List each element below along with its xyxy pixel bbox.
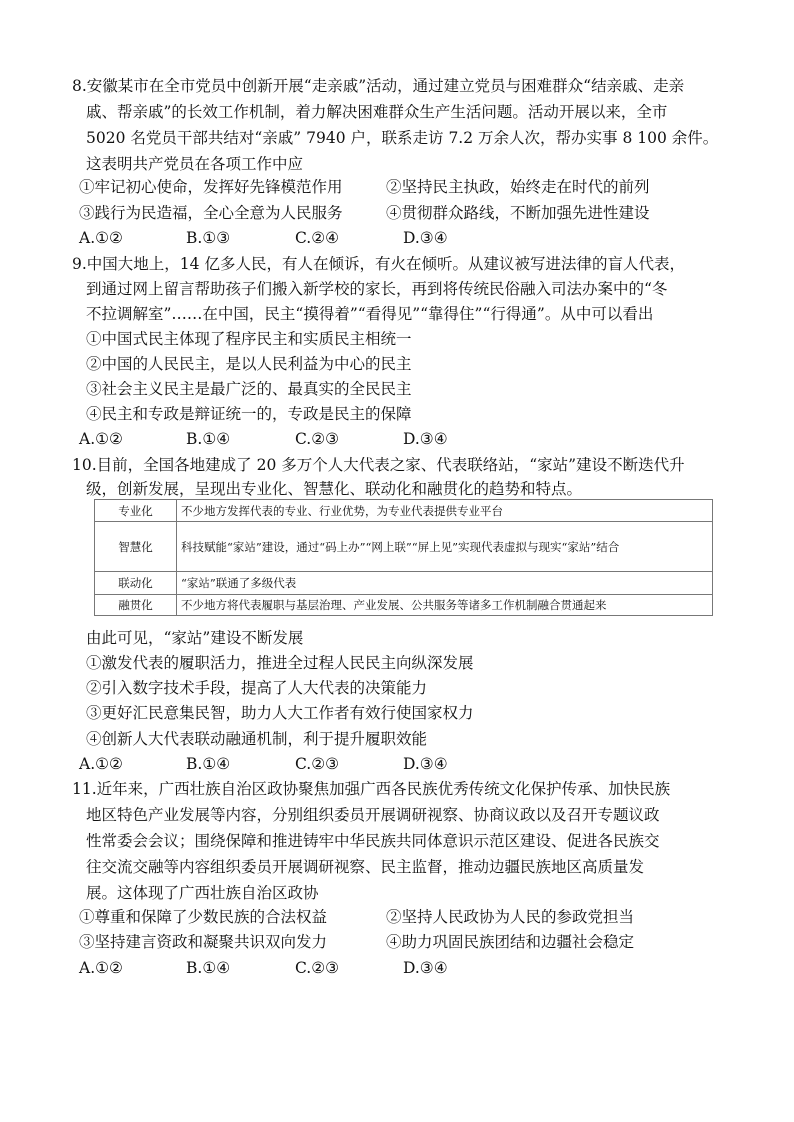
q11-line-5: 展。这体现了广西壮族自治区政协 xyxy=(86,884,319,902)
q8-line-3: 5020 名党员干部共结对“亲戚” 7940 户，联系走访 7.2 万余人次，帮办实事 8 100 余件。 xyxy=(86,129,719,147)
q9-option-2: ②中国的人民民主，是以人民利益为中心的民主 xyxy=(86,355,412,373)
q8-option-3: ③践行为民造福，全心全意为人民服务 xyxy=(79,204,343,222)
q10-stem-after-table: 由此可见，“家站”建设不断发展 xyxy=(86,629,304,647)
q10-table xyxy=(94,499,713,616)
q11-option-2: ②坚持人民政协为人民的参政党担当 xyxy=(386,908,635,926)
table-value: 不少地方发挥代表的专业、行业优势，为专业代表提供专业平台 xyxy=(177,500,713,522)
q10-answer-c: C.②③ xyxy=(295,755,340,773)
q11-answer-a: A.①② xyxy=(79,959,123,977)
table-value: “家站”联通了多级代表 xyxy=(177,572,713,595)
q8-option-2: ②坚持民主执政，始终走在时代的前列 xyxy=(386,178,650,196)
q9-answer-b: B.①④ xyxy=(186,430,231,448)
q10-option-4: ④创新人大代表联动融通机制，利于提升履职效能 xyxy=(86,730,428,748)
table-row xyxy=(95,500,713,522)
q10-option-3: ③更好汇民意集民智，助力人大工作者有效行使国家权力 xyxy=(86,704,474,722)
q10-answer-d: D.③④ xyxy=(403,755,448,773)
q9-line-3: 不拉调解室”……在中国，民主“摸得着”“看得见”“靠得住”“行得通”。从中可以看出 xyxy=(86,305,654,323)
q8-answer-b: B.①③ xyxy=(186,229,231,247)
q10-line-2: 级，创新发展，呈现出专业化、智慧化、联动化和融贯化的趋势和特点。 xyxy=(86,480,583,498)
q9-option-3: ③社会主义民主是最广泛的、最真实的全民民主 xyxy=(86,380,412,398)
table-key: 智慧化 xyxy=(95,522,177,572)
q11-option-4: ④助力巩固民族团结和边疆社会稳定 xyxy=(386,933,635,951)
q8-option-1: ①牢记初心使命，发挥好先锋模范作用 xyxy=(79,178,343,196)
q11-line-3: 性常委会会议；围绕保障和推进铸牢中华民族共同体意识示范区建设、促进各民族交 xyxy=(86,832,660,850)
q9-answer-d: D.③④ xyxy=(403,430,448,448)
q9-answer-c: C.②③ xyxy=(295,430,340,448)
table-value: 不少地方将代表履职与基层治理、产业发展、公共服务等诸多工作机制融合贯通起来 xyxy=(177,595,713,616)
table-key: 联动化 xyxy=(95,572,177,595)
q8-line-2: 戚、帮亲戚”的长效工作机制，着力解决困难群众生产生活问题。活动开展以来，全市 xyxy=(86,103,668,121)
q11-option-3: ③坚持建言资政和凝聚共识双向发力 xyxy=(79,933,328,951)
q9-line-1: 9.中国大地上，14 亿多人民，有人在倾诉，有火在倾听。从建议被写进法律的盲人代表， xyxy=(72,255,685,273)
table-row xyxy=(95,595,713,616)
q11-answer-b: B.①④ xyxy=(186,959,231,977)
q11-option-1: ①尊重和保障了少数民族的合法权益 xyxy=(79,908,328,926)
table-key: 融贯化 xyxy=(95,595,177,616)
q9-answer-a: A.①② xyxy=(79,430,123,448)
q11-line-1: 11.近年来，广西壮族自治区政协聚焦加强广西各民族优秀传统文化保护传承、加快民族 xyxy=(72,780,671,798)
q11-answer-d: D.③④ xyxy=(403,959,448,977)
q8-option-4: ④贯彻群众路线，不断加强先进性建设 xyxy=(386,204,650,222)
q9-option-4: ④民主和专政是辩证统一的，专政是民主的保障 xyxy=(86,405,412,423)
q10-option-2: ②引入数字技术手段，提高了人大代表的决策能力 xyxy=(86,679,428,697)
table-key: 专业化 xyxy=(95,500,177,522)
q8-line-1: 8.安徽某市在全市党员中创新开展“走亲戚”活动，通过建立党员与困难群众“结亲戚、走亲 xyxy=(72,77,685,95)
table-value: 科技赋能“家站”建设，通过“码上办”“网上联”“屏上见”实现代表虚拟与现实“家站”结合 xyxy=(177,522,713,572)
q10-option-1: ①激发代表的履职活力，推进全过程人民民主向纵深发展 xyxy=(86,654,474,672)
q11-line-4: 往交流交融等内容组织委员开展调研视察、民主监督，推动边疆民族地区高质量发 xyxy=(86,858,645,876)
q9-line-2: 到通过网上留言帮助孩子们搬入新学校的家长，再到将传统民俗融入司法办案中的“冬 xyxy=(86,280,668,298)
q10-answer-a: A.①② xyxy=(79,755,123,773)
q8-answer-d: D.③④ xyxy=(403,229,448,247)
q10-answer-b: B.①④ xyxy=(186,755,231,773)
q10-line-1: 10.目前，全国各地建成了 20 多万个人大代表之家、代表联络站，“家站”建设不断迭代升 xyxy=(72,456,685,474)
table-row xyxy=(95,572,713,595)
q8-line-4: 这表明共产党员在各项工作中应 xyxy=(86,155,304,173)
table-row xyxy=(95,522,713,572)
q8-answer-a: A.①② xyxy=(79,229,123,247)
q8-answer-c: C.②④ xyxy=(295,229,340,247)
q11-line-2: 地区特色产业发展等内容，分别组织委员开展调研视察、协商议政以及召开专题议政 xyxy=(86,806,660,824)
q9-option-1: ①中国式民主体现了程序民主和实质民主相统一 xyxy=(86,330,412,348)
q11-answer-c: C.②③ xyxy=(295,959,340,977)
